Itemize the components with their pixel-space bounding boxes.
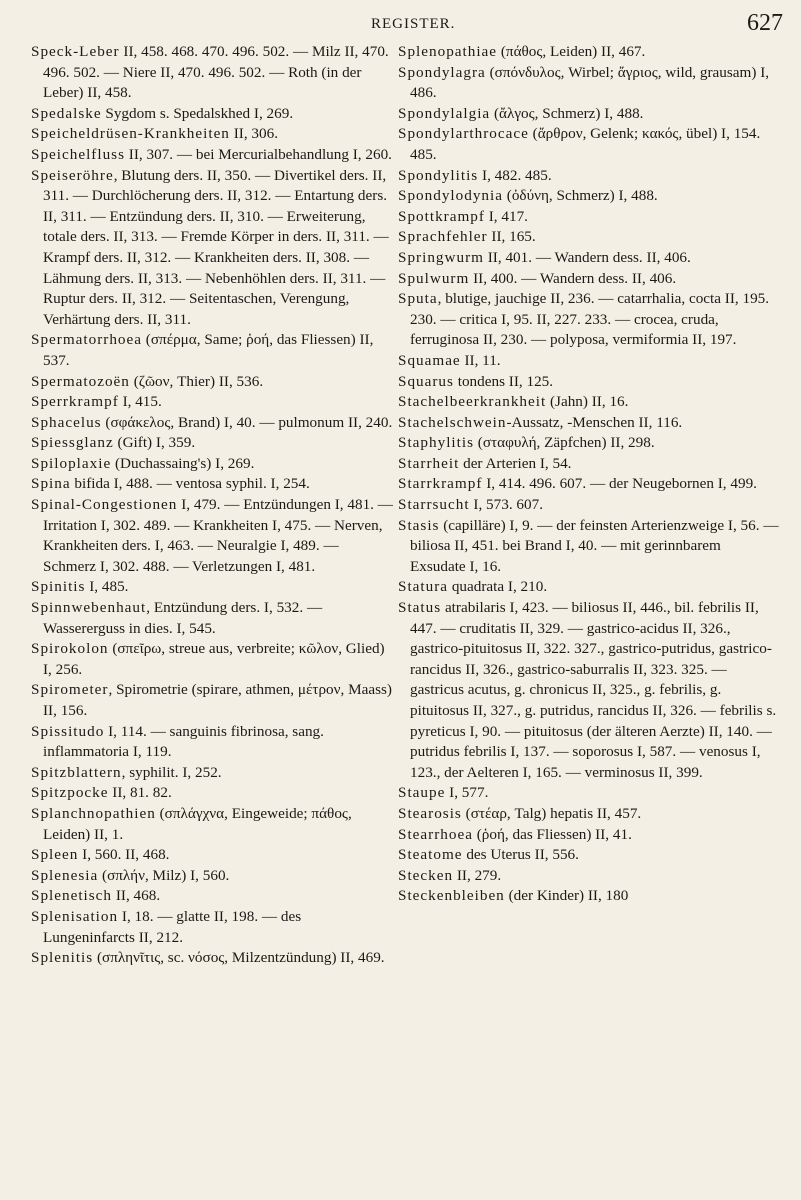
index-entry [398,248,780,269]
entry-text: (capilläre) I, 9. — der feinsten Arterienzweige I, 56. — biliosa II, 451. bei Brand I, 40. — mit gerinnbarem Exsudate I, 16. [410,516,779,575]
entry-term: Spirokolon [31,640,109,658]
entry-term: Statura [398,578,449,596]
entry-text: I, 485. [85,578,129,596]
entry-term: Splenitis [31,949,94,967]
entry-term: Sphacelus [31,413,102,431]
entry-term: Spinnwebenhaut [31,599,147,617]
index-entry [31,413,393,434]
index-entry [398,783,780,804]
entry-term: Steatome [398,846,463,864]
entry-term: Starrsucht [398,496,470,514]
entry-term: Starrheit [398,454,460,472]
index-entry [31,680,393,721]
entry-term: Steckenbleiben [398,887,505,905]
entry-term: Starrkrampf [398,475,483,493]
entry-text: (σπέρμα, Same; ῥοή, das Fliessen) II, 537. [43,331,374,369]
entry-text: II, 165. [487,228,536,246]
entry-term: Splenisation [31,907,119,925]
entry-term: Splenopathiae [398,43,498,60]
index-entry [31,886,393,907]
index-entry [31,454,393,475]
running-title: REGISTER. [371,16,456,32]
entry-text: I, 414. 496. 607. — der Neugebornen I, 499. [482,475,757,493]
entry-term: Spedalske [31,104,102,122]
entry-term: Spinitis [31,578,86,596]
index-entry [398,886,780,907]
index-entry [31,124,393,145]
entry-text: atrabilaris I, 423. — biliosus II, 446., bil. febrilis II, 447. — cruditatis II, 329. — gastrico-acidus II, 326., gastrico-pituitosus II, 322. 327., gastrico-putridus, gastrico-rancidus II, 326., gastrico-saburralis II, 323. 325. — gastricus acutus, g. chronicus II, 325., g. febrilis, g. pituitosus II, 327., g. putridus, rancidus II, 326. — febrilis s. pyreticus I, 90. — pituitosus (der älteren Aerzte) II, 140. — putridus febrilis I, 137. — soporosus I, 587. — venosus I, 123., der Aelteren I, 165. — verminosus II, 399. [410,599,777,781]
entry-text: II, 400. — Wandern dess. II, 406. [469,269,677,287]
entry-term: Stearosis [398,804,462,822]
entry-text: (σπόνδυλος, Wirbel; ἄγριος, wild, grausam) I, 486. [410,63,770,102]
index-entry [398,166,780,187]
index-entry [398,825,780,846]
index-entry [398,372,780,393]
entry-text: -Aussatz, -Menschen II, 116. [506,413,683,431]
index-entry [398,269,780,290]
entry-text: II, 81. 82. [108,784,172,802]
entry-text: (σπλήν, Milz) I, 560. [98,866,230,884]
entry-text: II, 11. [460,351,501,369]
index-entry [31,474,393,495]
index-entry [398,495,780,516]
entry-text: II, 306. [229,125,278,143]
entry-term: Spissitudo [31,722,105,740]
entry-text: bifida I, 488. — ventosa syphil. I, 254. [70,475,310,493]
entry-text: (ἄλγος, Schmerz) I, 488. [490,104,644,122]
entry-text: II, 307. — bei Mercurialbehandlung I, 260. [125,145,392,163]
entry-term: Squamae [398,351,461,369]
entry-text: , Blutung ders. II, 350. — Divertikel ders. II, 311. — Durchlöcherung ders. II, 312. — Entartung ders. II, 311. — Entzündung ders. II, 310. — Erweiterung, totale ders. II, 313. — Fremde Körper in ders. II, 311. — Krampf ders. II, 312. — Krankheiten ders. II, 308. — Lähmung ders. II, 313. — Nebenhöhlen ders. II, 311. — Ruptur ders. II, 312. — Seitentaschen, Verengung, Verhärtung ders. II, 311. [43,166,389,328]
entry-text: tondens II, 125. [453,372,554,390]
entry-term: Splenetisch [31,887,113,905]
entry-term: Staphylitis [398,434,474,452]
entry-text: I, 18. — glatte II, 198. — des Lungeninfarcts II, 212. [43,907,302,946]
index-entry [398,845,780,866]
entry-term: Spinal-Congestionen [31,496,178,514]
index-entry [398,413,780,434]
index-entry [31,577,393,598]
entry-term: Stasis [398,516,440,534]
entry-text: (Jahn) II, 16. [546,393,629,411]
entry-text: I, 573. 607. [469,496,543,514]
right-index-column [398,42,780,907]
entry-text: Sygdom s. Spedalskhed I, 269. [101,104,294,122]
entry-text: I, 479. — Entzündungen I, 481. — Irritation I, 302. 489. — Krankheiten I, 475. — Nerven, Krankheiten ders. I, 463. — Neuralgie I, 489. — Schmerz I, 302. 488. — Verletzungen I, 481. [43,496,393,575]
index-entry [398,804,780,825]
index-entry [31,722,393,763]
index-entry [31,783,393,804]
entry-text: (σπλάγχνα, Eingeweide; πάθος, Leiden) II, 1. [43,804,352,843]
entry-text: II, 468. [112,887,161,905]
entry-text: (ῥοή, das Fliessen) II, 41. [472,825,632,843]
index-entry [31,598,393,639]
index-entry [398,351,780,372]
entry-term: Stachelschwein [398,413,507,431]
index-entry [31,866,393,887]
entry-text: (Gift) I, 359. [113,434,196,452]
entry-term: Spleen [31,846,79,864]
entry-term: Stearrhoea [398,825,473,843]
entry-term: Stecken [398,866,454,884]
entry-text: (σφάκελος, Brand) I, 40. — pulmonum II, 240. [101,413,393,431]
entry-text: , Entzündung ders. I, 532. — Wassererguss in dies. I, 545. [43,599,323,637]
entry-term: Speiseröhre [31,166,114,184]
entry-text: des Uterus II, 556. [462,846,579,864]
entry-term: Status [398,599,442,617]
entry-text: (Duchassaing's) I, 269. [111,454,255,472]
entry-text: (σταφυλή, Zäpfchen) II, 298. [473,434,655,452]
entry-term: Spondylagra [398,63,486,81]
index-entry [398,207,780,228]
index-entry [31,104,393,125]
index-entry [31,845,393,866]
index-entry [31,804,393,845]
entry-term: Spottkrampf [398,207,485,225]
index-entry [398,433,780,454]
index-entry [31,372,393,393]
entry-text: (σπληνῖτις, sc. νόσος, Milzentzündung) II, 469. [93,949,385,967]
entry-term: Spirometer [31,681,109,699]
index-entry [398,866,780,887]
entry-term: Spulwurm [398,269,470,287]
index-entry [31,907,393,948]
page-header [0,6,801,40]
index-entry [398,454,780,475]
entry-term: Spondylalgia [398,104,491,122]
index-entry [31,948,393,969]
left-index-column [31,42,393,969]
index-entry [398,186,780,207]
index-entry [31,330,393,371]
entry-term: Spiloplaxie [31,454,112,472]
index-entry [398,104,780,125]
entry-term: Spiessglanz [31,434,114,452]
index-entry [31,145,393,166]
index-entry [398,516,780,578]
entry-term: Spitzblattern [31,763,122,781]
index-entry [398,289,780,351]
entry-term: Stachelbeerkrankheit [398,393,547,411]
entry-text: (πάθος, Leiden) II, 467. [497,43,646,60]
entry-term: Spina [31,475,71,493]
entry-text: , Spirometrie (spirare, athmen, μέτρον, Maass) II, 156. [43,681,392,719]
entry-text: I, 417. [484,207,528,225]
entry-term: Spitzpocke [31,784,109,802]
entry-term: Spermatozoën [31,372,130,390]
entry-term: Spondylitis [398,166,479,184]
entry-term: Speck-Leber [31,43,120,60]
entry-term: Speicheldrüsen-Krankheiten [31,125,230,143]
entry-term: Spondylodynia [398,187,503,205]
entry-text: , syphilit. I, 252. [121,763,222,781]
entry-text: quadrata I, 210. [448,578,548,596]
index-entry [31,166,393,331]
entry-term: Spondylarthrocace [398,125,529,143]
entry-text: , blutige, jauchige II, 236. — catarrhalia, cocta II, 195. 230. — critica I, 95. II, 227. 233. — crocea, cruda, ferruginosa II, 230. — polyposa, vermiformia II, 197. [410,290,770,349]
entry-text: (der Kinder) II, 180 [504,887,629,905]
entry-term: Sperrkrampf [31,393,119,411]
index-entry [31,392,393,413]
entry-text: (στέαρ, Talg) hepatis II, 457. [461,804,642,822]
entry-term: Speichelfluss [31,145,125,163]
index-entry [31,495,393,577]
entry-term: Splenesia [31,866,99,884]
entry-term: Springwurm [398,248,484,266]
index-entry [398,124,780,165]
index-entry [398,227,780,248]
index-entry [31,639,393,680]
entry-text: I, 415. [118,393,162,411]
entry-text: II, 458. 468. 470. 496. 502. — Milz II, 470. 496. 502. — Niere II, 470. 496. 502. — Roth (in der Leber) II, 458. [43,43,389,102]
entry-term: Sprachfehler [398,228,488,246]
index-entry [398,392,780,413]
entry-text: II, 401. — Wandern dess. II, 406. [483,248,691,266]
index-entry [31,433,393,454]
entry-text: I, 114. — sanguinis fibrinosa, sang. inflammatoria I, 119. [43,722,324,761]
index-entry [31,763,393,784]
entry-text: II, 279. [453,866,502,884]
entry-text: (ἄρθρον, Gelenk; κακός, übel) I, 154. 485. [410,125,761,163]
index-entry [398,42,780,63]
page-number: 627 [747,10,783,36]
index-entry [398,63,780,104]
entry-term: Squarus [398,372,454,390]
entry-term: Sputa [398,290,438,308]
entry-term: Spermatorrhoea [31,331,142,349]
entry-term: Staupe [398,784,446,802]
index-entry [398,598,780,783]
entry-text: I, 577. [445,784,489,802]
entry-text: der Arterien I, 54. [459,454,572,472]
entry-term: Splanchnopathien [31,804,156,822]
entry-text: (ὀδύνη, Schmerz) I, 488. [502,187,658,205]
index-entry [398,474,780,495]
entry-text: I, 560. II, 468. [78,846,170,864]
index-entry [31,42,393,104]
entry-text: I, 482. 485. [478,166,552,184]
entry-text: (ζῶον, Thier) II, 536. [129,372,264,390]
index-entry [398,577,780,598]
entry-text: (σπεῖρω, streue aus, verbreite; κῶλον, Glied) I, 256. [43,640,385,678]
